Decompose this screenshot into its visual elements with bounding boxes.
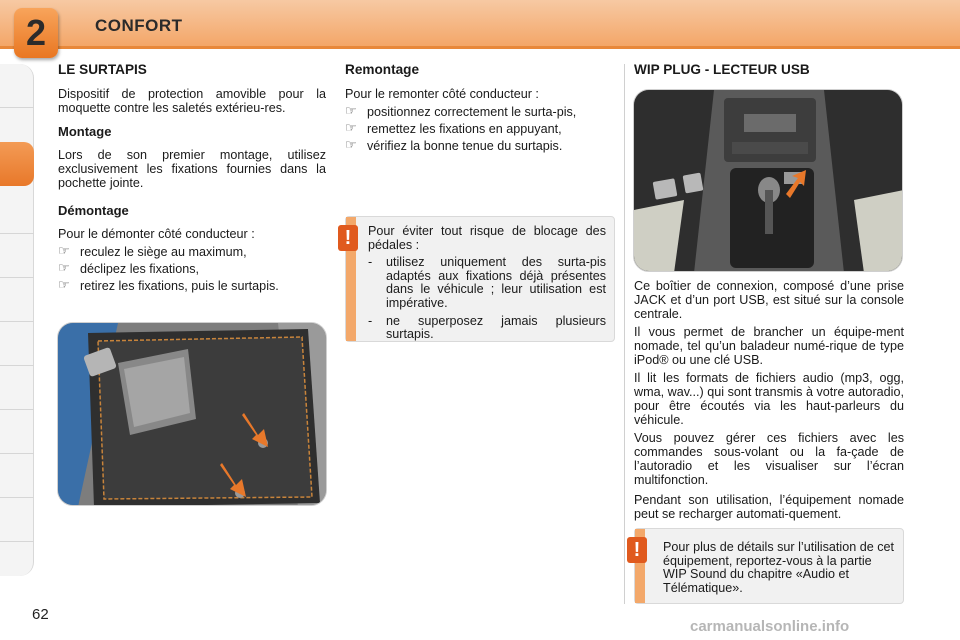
remontage-intro: Pour le remonter côté conducteur : — [345, 87, 539, 101]
wip-paragraph: Il vous permet de brancher un équipe-ment nomade, tel qu’un baladeur numé-rique de type iPod® ou une clé USB. — [634, 325, 904, 367]
wip-note-box — [634, 528, 904, 604]
chapter-tab-2-active[interactable] — [0, 142, 34, 186]
chapter-tab-3[interactable] — [0, 190, 34, 234]
chapter-tab-7[interactable] — [0, 366, 34, 410]
wip-note-text: Pour plus de détails sur l’utilisation de cet équipement, reportez-vous à la partie WIP Sound du chapitre «Audio et Télématique». — [663, 540, 895, 595]
chapter-tab-10[interactable] — [0, 498, 34, 542]
surtapis-title: LE SURTAPIS — [58, 62, 147, 77]
surtapis-intro: Dispositif de protection amovible pour la moquette contre les saletés extérieu-res. — [58, 87, 326, 115]
header-rule — [0, 46, 960, 49]
wip-paragraph: Il lit les formats de fichiers audio (mp3, ogg, wma, wav...) qui sont transmis à votre autoradio, pour être écoutés via les haut-parleurs du véhicule. — [634, 371, 904, 427]
right-column — [634, 63, 904, 87]
chapter-tab-1[interactable] — [0, 64, 34, 108]
demontage-step: ☞ déclipez les fixations, — [58, 262, 326, 276]
remontage-step: ☞ positionnez correctement le surta-pis, — [345, 105, 615, 119]
wip-paragraph: Ce boîtier de connexion, composé d’une prise JACK et d’un port USB, est situé sur la console centrale. — [634, 279, 904, 321]
left-column — [58, 63, 326, 293]
wip-plug-text — [634, 279, 904, 525]
column-divider — [624, 64, 625, 604]
chapter-tab-6[interactable] — [0, 322, 34, 366]
page-number: 62 — [32, 606, 49, 623]
chapter-tab-5[interactable] — [0, 278, 34, 322]
chapter-title: CONFORT — [95, 16, 183, 35]
wip-paragraph: Vous pouvez gérer ces fichiers avec les commandes sous-volant ou la fa-çade de l’autoradio et les visualiser sur l’écran multifonction. — [634, 431, 904, 487]
remontage-title: Remontage — [345, 62, 420, 77]
chapter-tabs — [0, 64, 34, 576]
wip-plug-title: WIP PLUG - LECTEUR USB — [634, 62, 810, 77]
floor-mat-illustration — [58, 323, 327, 506]
wip-paragraph: Pendant son utilisation, l’équipement nomade peut se recharger automati-quement. — [634, 493, 904, 521]
chapter-number-badge: 2 — [14, 8, 58, 58]
demontage-intro: Pour le démonter côté conducteur : — [58, 227, 255, 241]
middle-column — [345, 63, 615, 153]
chapter-tab-9[interactable] — [0, 454, 34, 498]
demontage-title: Démontage — [58, 203, 129, 218]
demontage-step: ☞ reculez le siège au maximum, — [58, 245, 326, 259]
warning-intro: Pour éviter tout risque de blocage des pédales : — [368, 224, 606, 252]
warning-item: - utilisez uniquement des surta-pis adaptés aux fixations déjà présentes dans le véhicule ; leur utilisation est impérative. — [356, 256, 606, 310]
demontage-step: ☞ retirez les fixations, puis le surtapis. — [58, 279, 326, 293]
exclamation-icon: ! — [338, 225, 358, 251]
chapter-tab-8[interactable] — [0, 410, 34, 454]
chapter-tab-4[interactable] — [0, 234, 34, 278]
remontage-step: ☞ vérifiez la bonne tenue du surtapis. — [345, 139, 615, 153]
exclamation-icon: ! — [627, 537, 647, 563]
warning-item: - ne superposez jamais plusieurs surtapis. — [356, 315, 606, 342]
pedal-warning-box — [345, 216, 615, 342]
watermark: carmanualsonline.info — [690, 618, 850, 635]
console-photo — [633, 89, 903, 272]
montage-title: Montage — [58, 124, 112, 139]
floor-mat-photo — [57, 322, 327, 506]
console-illustration — [634, 90, 903, 272]
montage-text: Lors de son premier montage, utilisez exclusivement les fixations fournies dans la pochette jointe. — [58, 148, 326, 190]
remontage-step: ☞ remettez les fixations en appuyant, — [345, 122, 615, 136]
